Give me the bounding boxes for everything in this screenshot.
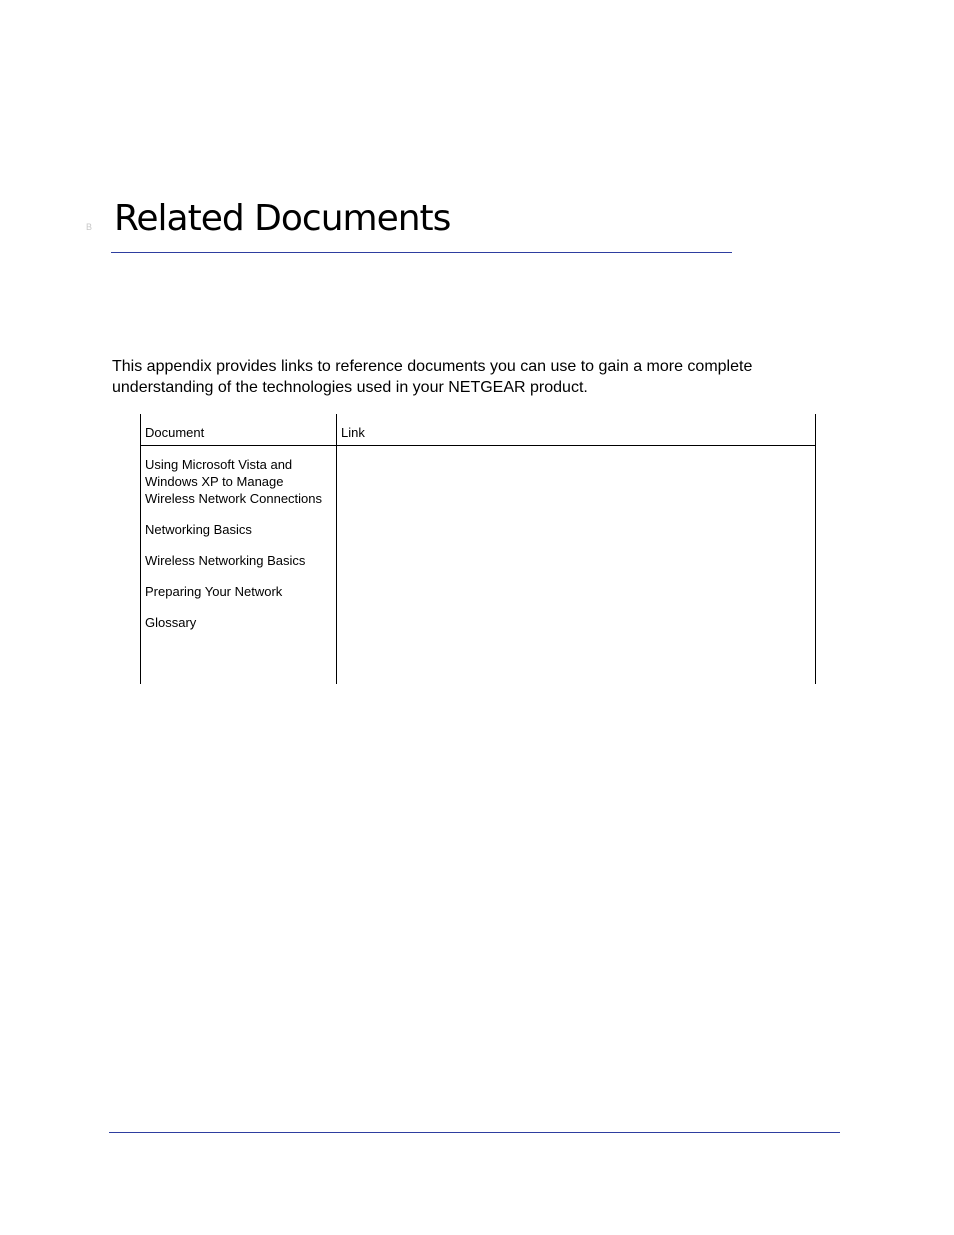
table-row[interactable]: Wireless Networking Basics: [145, 553, 306, 568]
page-title: Related Documents: [114, 198, 451, 239]
title-rule: [111, 252, 732, 253]
document-list: [145, 456, 330, 645]
table-row[interactable]: Glossary: [145, 615, 197, 630]
header-rule: [141, 445, 815, 446]
table-row[interactable]: Networking Basics: [145, 522, 252, 537]
intro-paragraph: This appendix provides links to reference documents you can use to gain a more complete understanding of the technologies used in your NETGEAR product.: [112, 358, 753, 396]
chapter-marker: B: [86, 222, 93, 232]
table-row[interactable]: Preparing Your Network: [145, 584, 283, 599]
footer-rule: [109, 1132, 840, 1133]
header-document: Document: [145, 425, 205, 440]
header-link: Link: [341, 425, 365, 440]
column-divider: [336, 414, 337, 684]
related-documents-table: [140, 414, 816, 684]
table-row[interactable]: Using Microsoft Vista and Windows XP to Manage Wireless Network Connections: [145, 457, 323, 506]
